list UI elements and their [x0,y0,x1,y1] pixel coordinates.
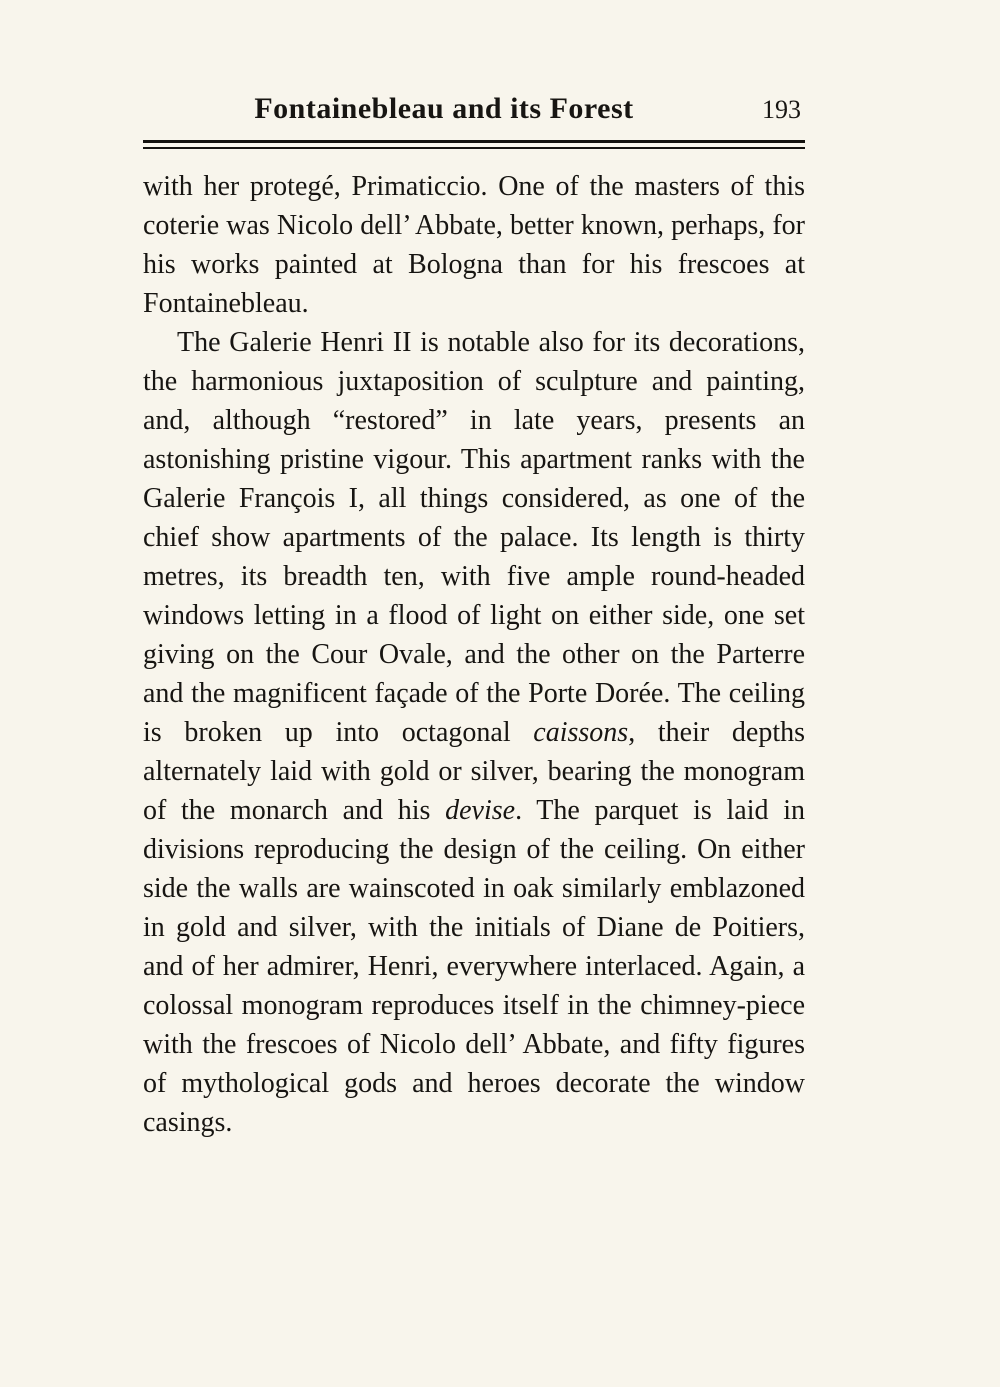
text-run: . The parquet is laid in divisions reproducing the design of the ceiling. On either side the walls are wainscoted in oak similarly emblazoned in gold and silver, with the initials of Diane de Poitiers, and of her admirer, Henri, everywhere interlaced. Again, a colossal monogram reproduces itself in the chimney-piece with the frescoes of Nicolo dell’ Abbate, and fifty figures of mythological gods and heroes decorate the window casings. [143,795,805,1138]
header-double-rule [143,140,805,149]
text-run: with her protegé, Primaticcio. One of the masters of this coterie was Nicolo dell’ Abbate, better known, perhaps, for his works painted at Bologna than for his frescoes at Fontainebleau. [143,171,805,319]
text-run: , their depths alternately laid with gold or silver, bearing the monogram of the monarch and his [143,717,806,826]
running-title: Fontainebleau and its Forest [254,92,634,125]
text-column [143,92,805,1142]
page-header [143,92,805,134]
italic-text-run: devise [445,795,516,826]
page-number: 193 [762,95,801,124]
italic-text-run: caissons [533,717,629,748]
text-run: The Galerie Henri II is notable also for its decorations, the harmonious juxtaposition of sculpture and painting, and, although “restored” in late years, presents an astonishing pristine vigour. This apartment ranks with the Galerie François I, all things considered, as one of the chief show apartments of the palace. Its length is thirty metres, its breadth ten, with five ample round-headed windows letting in a flood of light on either side, one set giving on the Cour Ovale, and the other on the Parterre and the magnificent façade of the Porte Dorée. The ceiling is broken up into octagonal [143,327,805,748]
body-text [143,167,805,1142]
paragraph [143,167,805,323]
paragraph [143,323,805,1142]
